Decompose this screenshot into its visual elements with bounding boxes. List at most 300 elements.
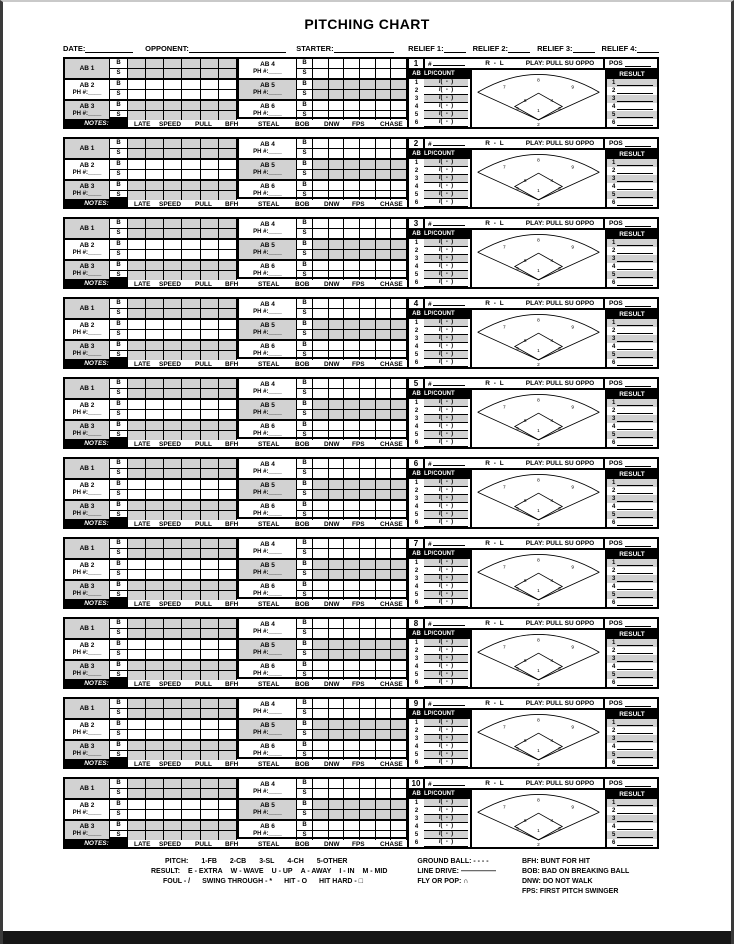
ball-strike-label: S xyxy=(297,250,313,261)
pitch-mark-cell xyxy=(128,90,146,101)
foul-lines xyxy=(478,172,600,200)
pos-label: POS xyxy=(609,380,623,387)
row-number: 5 xyxy=(612,832,616,838)
pitch-mark-cell xyxy=(219,330,237,341)
note-tag-steal: STEAL xyxy=(258,441,280,448)
pitch-mark-cell xyxy=(360,469,376,480)
hand-label: R - L xyxy=(485,620,505,627)
lp-count-header xyxy=(409,710,470,719)
pitch-mark-cell xyxy=(164,709,182,720)
pitch-mark-cell xyxy=(360,250,376,261)
row-number: 6 xyxy=(612,760,616,766)
spray-chart-field xyxy=(472,550,605,607)
foul-lines xyxy=(478,572,600,600)
pitch-mark-cell xyxy=(128,59,146,69)
pitcher-number-blank xyxy=(433,699,465,706)
lp-count-entry: /( - ) xyxy=(424,167,468,175)
pitch-mark-cell xyxy=(391,250,407,261)
ball-strike-label: B xyxy=(110,699,128,709)
lp-count-entry: /( - ) xyxy=(424,271,468,279)
fielder-position-8: 8 xyxy=(537,77,540,83)
ab1-label: AB 1 xyxy=(65,299,110,320)
hash-label: # xyxy=(428,221,432,228)
block-number: 7 xyxy=(409,539,425,548)
row-number: 6 xyxy=(414,760,419,766)
pitch-mark-cell xyxy=(182,539,200,549)
pitch-mark-cell xyxy=(201,459,219,469)
note-tags xyxy=(128,839,407,847)
pitch-mark-cell xyxy=(344,730,360,741)
pitch-mark-cell xyxy=(391,741,407,751)
pitch-mark-cell xyxy=(128,480,146,490)
pitch-mark-cell xyxy=(329,821,345,831)
pos-label: POS xyxy=(609,460,623,467)
pitch-mark-cell xyxy=(219,730,237,741)
hand-label: R - L xyxy=(485,380,505,387)
pitch-mark-cell xyxy=(146,379,164,389)
starter-label: STARTER: xyxy=(296,44,334,53)
pitch-mark-cell xyxy=(313,229,329,240)
pitch-mark-cell xyxy=(128,661,146,671)
pitch-mark-cell xyxy=(128,469,146,480)
hand-label: R - L xyxy=(485,460,505,467)
ball-strike-label: S xyxy=(297,831,313,840)
at-bats-4-6-grid xyxy=(237,59,407,117)
pitch-mark-cell xyxy=(360,549,376,560)
legend-marks-line xyxy=(163,877,395,887)
pitch-mark-cell xyxy=(344,149,360,160)
play-label: PLAY: PULL SU OPPO xyxy=(525,460,595,467)
pitch-mark-cell xyxy=(329,619,345,629)
foul-lines xyxy=(478,252,600,280)
ab5-label: AB 5 PH #:____ xyxy=(239,400,297,421)
spray-chart-field xyxy=(472,710,605,767)
result-blank xyxy=(617,361,653,366)
notes-label: NOTES: xyxy=(65,519,128,527)
pitch-mark-cell xyxy=(164,160,182,170)
pitcher-number-field xyxy=(425,139,473,148)
infield-diamond xyxy=(515,173,563,200)
pitch-mark-cell xyxy=(329,101,345,111)
ball-strike-label: B xyxy=(297,261,313,271)
result-row xyxy=(607,583,657,591)
pitch-mark-cell xyxy=(313,709,329,720)
pitch-mark-cell xyxy=(360,709,376,720)
row-number: 6 xyxy=(612,440,616,446)
ball-strike-label: S xyxy=(110,671,128,680)
result-blank xyxy=(617,433,653,438)
pitch-mark-cell xyxy=(128,501,146,511)
pitch-mark-cell xyxy=(391,400,407,410)
lp-count-row xyxy=(409,591,470,599)
spray-chart-panel xyxy=(407,139,657,207)
pitch-mark-cell xyxy=(164,549,182,560)
pitch-mark-cell xyxy=(164,640,182,650)
hand-label: R - L xyxy=(485,780,505,787)
note-tag-fps: FPS xyxy=(352,761,365,768)
legend-item: FOUL - / xyxy=(163,878,191,885)
pitch-mark-cell xyxy=(182,400,200,410)
pitch-mark-cell xyxy=(219,341,237,351)
pos-field xyxy=(603,219,657,228)
row-number: 3 xyxy=(414,96,419,102)
fielder-position-3: 3 xyxy=(558,746,561,752)
pitch-mark-cell xyxy=(128,170,146,181)
lp-count-row xyxy=(409,599,470,607)
lp-count-column-header: LP/COUNT xyxy=(424,791,455,797)
pitch-mark-cell xyxy=(313,501,329,511)
pitcher-number-blank xyxy=(433,379,465,386)
pitch-mark-cell xyxy=(313,581,329,591)
pitch-mark-cell xyxy=(182,219,200,229)
pitch-mark-cell xyxy=(146,570,164,581)
note-tag-chase: CHASE xyxy=(380,361,403,368)
hash-label: # xyxy=(428,621,432,628)
pos-label: POS xyxy=(609,60,623,67)
fielder-position-2: 2 xyxy=(537,282,540,287)
row-number: 1 xyxy=(612,240,616,246)
legend-item: U - UP xyxy=(271,868,293,875)
pitch-mark-cell xyxy=(146,480,164,490)
note-tag-speed: SPEED xyxy=(159,441,182,448)
pitch-mark-cell xyxy=(313,299,329,309)
pitch-mark-cell xyxy=(128,410,146,421)
legend-item: FLY OR POP: ∩ xyxy=(417,878,469,885)
legend-pitch-line xyxy=(165,857,395,867)
fielder-position-2: 2 xyxy=(537,842,540,847)
pitch-mark-cell xyxy=(164,170,182,181)
row-number: 5 xyxy=(612,192,616,198)
spray-chart-body xyxy=(409,150,657,207)
ball-strike-label: S xyxy=(110,309,128,320)
ball-strike-label: S xyxy=(297,751,313,760)
ab5-label: AB 5 PH #:____ xyxy=(239,240,297,261)
pitch-mark-cell xyxy=(164,101,182,111)
pitch-mark-cell xyxy=(219,810,237,821)
result-blank xyxy=(617,345,653,350)
pitch-mark-cell xyxy=(329,320,345,330)
ball-strike-label: B xyxy=(110,821,128,831)
pitch-mark-cell xyxy=(329,240,345,250)
pitch-mark-cell xyxy=(219,139,237,149)
note-tag-chase: CHASE xyxy=(380,841,403,848)
fielder-position-4: 4 xyxy=(550,258,554,264)
note-tag-fps: FPS xyxy=(352,361,365,368)
fielder-position-5: 5 xyxy=(516,826,519,832)
ab3-label: AB 3 PH #:____ xyxy=(65,421,110,440)
lp-count-entry: /( - ) xyxy=(424,559,468,567)
lp-count-entry: /( - ) xyxy=(424,831,468,839)
pitch-mark-cell xyxy=(219,549,237,560)
result-row xyxy=(607,831,657,839)
pitch-mark-cell xyxy=(128,379,146,389)
ball-strike-label: S xyxy=(110,730,128,741)
result-header: RESULT xyxy=(607,390,657,399)
pitch-mark-cell xyxy=(391,299,407,309)
result-row xyxy=(607,519,657,527)
row-number: 4 xyxy=(612,424,616,430)
pitch-mark-cell xyxy=(146,139,164,149)
pitcher-number-blank xyxy=(433,779,465,786)
row-number: 3 xyxy=(612,656,616,662)
pitch-grids xyxy=(65,699,407,759)
pitch-mark-cell xyxy=(182,490,200,501)
legend-item: M - MID xyxy=(362,868,388,875)
note-tag-chase: CHASE xyxy=(380,441,403,448)
lp-count-row xyxy=(409,415,470,423)
pitch-mark-cell xyxy=(329,330,345,341)
pitch-mark-cell xyxy=(313,320,329,330)
infield-diamond xyxy=(515,733,563,760)
pitch-mark-cell xyxy=(164,619,182,629)
fielder-position-5: 5 xyxy=(516,506,519,512)
ab4-label: AB 4 PH #:____ xyxy=(239,619,297,640)
pitch-mark-cell xyxy=(146,800,164,810)
ball-strike-label: B xyxy=(110,800,128,810)
result-blank xyxy=(617,321,653,326)
ab3-label: AB 3 PH #:____ xyxy=(65,341,110,360)
pitch-mark-cell xyxy=(360,699,376,709)
pitch-mark-cell xyxy=(219,149,237,160)
ab5-label: AB 5 PH #:____ xyxy=(239,720,297,741)
note-tag-fps: FPS xyxy=(352,841,365,848)
pitch-mark-cell xyxy=(360,800,376,810)
infield-diamond xyxy=(515,253,563,280)
lp-count-row xyxy=(409,335,470,343)
spray-chart-header xyxy=(409,219,657,230)
note-tags xyxy=(128,519,407,527)
pitch-mark-cell xyxy=(344,720,360,730)
pitch-mark-cell xyxy=(329,709,345,720)
pitch-mark-cell xyxy=(329,181,345,191)
at-bats-4-6-grid xyxy=(237,139,407,197)
pitch-grids xyxy=(65,299,407,359)
note-tag-pull: PULL xyxy=(195,841,212,848)
result-row xyxy=(607,199,657,207)
lp-count-row xyxy=(409,679,470,687)
row-number: 3 xyxy=(414,496,419,502)
legend-item: 3-SL xyxy=(259,858,275,865)
notes-label: NOTES: xyxy=(65,119,128,127)
lp-count-row xyxy=(409,511,470,519)
note-tag-steal: STEAL xyxy=(258,601,280,608)
pitch-mark-cell xyxy=(201,389,219,400)
pitch-mark-cell xyxy=(219,309,237,320)
note-tag-dnw: DNW xyxy=(324,201,340,208)
pitch-mark-cell xyxy=(329,629,345,640)
result-row xyxy=(607,823,657,831)
ab5-label: AB 5 PH #:____ xyxy=(239,160,297,181)
hash-label: # xyxy=(428,381,432,388)
pitch-mark-cell xyxy=(329,699,345,709)
note-tag-pull: PULL xyxy=(195,681,212,688)
pos-blank xyxy=(625,140,651,147)
pitch-mark-cell xyxy=(329,741,345,751)
row-number: 6 xyxy=(612,120,616,126)
result-blank xyxy=(617,681,653,686)
fielder-position-8: 8 xyxy=(537,397,540,403)
pitch-mark-cell xyxy=(313,469,329,480)
pitch-grids xyxy=(65,459,407,519)
fielder-position-6: 6 xyxy=(523,338,527,344)
pitch-mark-cell xyxy=(128,629,146,640)
at-bat-block xyxy=(63,697,659,769)
pitch-mark-cell xyxy=(360,730,376,741)
pitch-mark-cell xyxy=(164,400,182,410)
pitch-mark-cell xyxy=(128,299,146,309)
pitch-mark-cell xyxy=(219,250,237,261)
fielder-position-9: 9 xyxy=(571,324,575,330)
row-number: 5 xyxy=(414,272,419,278)
spray-chart-panel xyxy=(407,779,657,847)
pitch-mark-cell xyxy=(201,490,219,501)
note-tag-fps: FPS xyxy=(352,441,365,448)
pitch-mark-cell xyxy=(344,219,360,229)
pitch-mark-cell xyxy=(128,490,146,501)
result-blank xyxy=(617,121,653,126)
lp-count-row xyxy=(409,815,470,823)
row-number: 5 xyxy=(612,512,616,518)
pitch-mark-cell xyxy=(376,480,392,490)
fielder-position-7: 7 xyxy=(502,804,506,810)
ball-strike-label: S xyxy=(110,789,128,800)
ball-strike-label: S xyxy=(297,469,313,480)
pitch-mark-cell xyxy=(391,320,407,330)
pitch-mark-cell xyxy=(128,219,146,229)
pitch-mark-cell xyxy=(329,800,345,810)
result-blank xyxy=(617,809,653,814)
pitch-mark-cell xyxy=(164,139,182,149)
pitch-mark-cell xyxy=(344,560,360,570)
row-number: 6 xyxy=(414,280,419,286)
pitch-mark-cell xyxy=(391,629,407,640)
pitch-mark-cell xyxy=(128,309,146,320)
row-number: 2 xyxy=(612,488,616,494)
note-tag-late: LATE xyxy=(134,761,151,768)
lp-count-row xyxy=(409,119,470,127)
pitch-mark-cell xyxy=(146,501,164,511)
pitch-mark-cell xyxy=(164,730,182,741)
lp-count-row xyxy=(409,671,470,679)
pitch-mark-cell xyxy=(360,619,376,629)
at-bats-4-6-grid xyxy=(237,219,407,277)
pitch-mark-cell xyxy=(146,181,164,191)
lp-count-entry: /( - ) xyxy=(424,815,468,823)
pitch-mark-cell xyxy=(146,389,164,400)
lp-count-entry: /( - ) xyxy=(424,79,468,87)
lp-count-entry: /( - ) xyxy=(424,647,468,655)
pitch-mark-cell xyxy=(329,501,345,511)
pitch-mark-cell xyxy=(344,261,360,271)
pitch-mark-cell xyxy=(146,661,164,671)
block-number: 2 xyxy=(409,139,425,148)
row-number: 5 xyxy=(612,672,616,678)
lp-count-row xyxy=(409,263,470,271)
fielder-position-8: 8 xyxy=(537,317,540,323)
lp-count-entry: /( - ) xyxy=(424,191,468,199)
row-number: 4 xyxy=(612,264,616,270)
ball-strike-label: S xyxy=(110,271,128,280)
pitch-mark-cell xyxy=(164,699,182,709)
row-number: 5 xyxy=(414,112,419,118)
result-blank xyxy=(617,441,653,446)
pitch-mark-cell xyxy=(329,309,345,320)
pitch-mark-cell xyxy=(182,570,200,581)
pitch-mark-cell xyxy=(128,400,146,410)
at-bats-4-6-grid xyxy=(237,299,407,357)
pitch-mark-cell xyxy=(344,59,360,69)
pitch-mark-cell xyxy=(128,160,146,170)
pitch-mark-cell xyxy=(376,389,392,400)
ab-column-header: AB xyxy=(412,711,421,717)
pitch-mark-cell xyxy=(201,219,219,229)
lp-count-column-header: LP/COUNT xyxy=(424,391,455,397)
note-tag-pull: PULL xyxy=(195,361,212,368)
at-bats-4-6-grid xyxy=(237,699,407,757)
pitch-mark-cell xyxy=(391,379,407,389)
row-number: 6 xyxy=(612,280,616,286)
ball-strike-label: S xyxy=(297,730,313,741)
fielder-position-1: 1 xyxy=(537,747,540,753)
pitch-mark-cell xyxy=(313,720,329,730)
row-number: 1 xyxy=(612,80,616,86)
lp-count-column-header: LP/COUNT xyxy=(424,231,455,237)
result-table xyxy=(605,310,657,367)
row-number: 5 xyxy=(612,432,616,438)
note-tag-speed: SPEED xyxy=(159,201,182,208)
ab6-label: AB 6 PH #:____ xyxy=(239,821,297,840)
pitch-mark-cell xyxy=(219,709,237,720)
pitch-mark-cell xyxy=(313,570,329,581)
note-tag-dnw: DNW xyxy=(324,441,340,448)
ball-strike-label: S xyxy=(110,549,128,560)
fielder-position-6: 6 xyxy=(523,498,527,504)
pitch-mark-cell xyxy=(313,800,329,810)
lp-count-entry: /( - ) xyxy=(424,583,468,591)
legend-item: LINE DRIVE: ————— xyxy=(417,868,496,875)
pitch-mark-cell xyxy=(376,90,392,101)
row-number: 4 xyxy=(612,504,616,510)
field-diagram xyxy=(472,630,605,687)
result-row xyxy=(607,511,657,519)
ball-strike-label: B xyxy=(297,560,313,570)
pitch-mark-cell xyxy=(128,549,146,560)
pitch-mark-cell xyxy=(376,490,392,501)
pitch-mark-cell xyxy=(182,250,200,261)
ball-strike-label: B xyxy=(110,539,128,549)
note-tag-speed: SPEED xyxy=(159,121,182,128)
pitch-mark-cell xyxy=(164,581,182,591)
pitch-mark-cell xyxy=(360,341,376,351)
infield-diamond xyxy=(515,653,563,680)
fielder-position-4: 4 xyxy=(550,178,554,184)
fielder-position-9: 9 xyxy=(571,564,575,570)
pitch-mark-cell xyxy=(344,539,360,549)
pitch-mark-cell xyxy=(313,539,329,549)
result-blank xyxy=(617,169,653,174)
pos-label: POS xyxy=(609,300,623,307)
pitch-mark-cell xyxy=(344,240,360,250)
pitch-mark-cell xyxy=(344,160,360,170)
result-blank xyxy=(617,193,653,198)
result-blank xyxy=(617,577,653,582)
fielder-position-4: 4 xyxy=(550,818,554,824)
ball-strike-label: S xyxy=(297,511,313,520)
row-number: 3 xyxy=(612,256,616,262)
lp-count-row xyxy=(409,655,470,663)
pitch-mark-cell xyxy=(376,69,392,80)
lp-count-header xyxy=(409,310,470,319)
